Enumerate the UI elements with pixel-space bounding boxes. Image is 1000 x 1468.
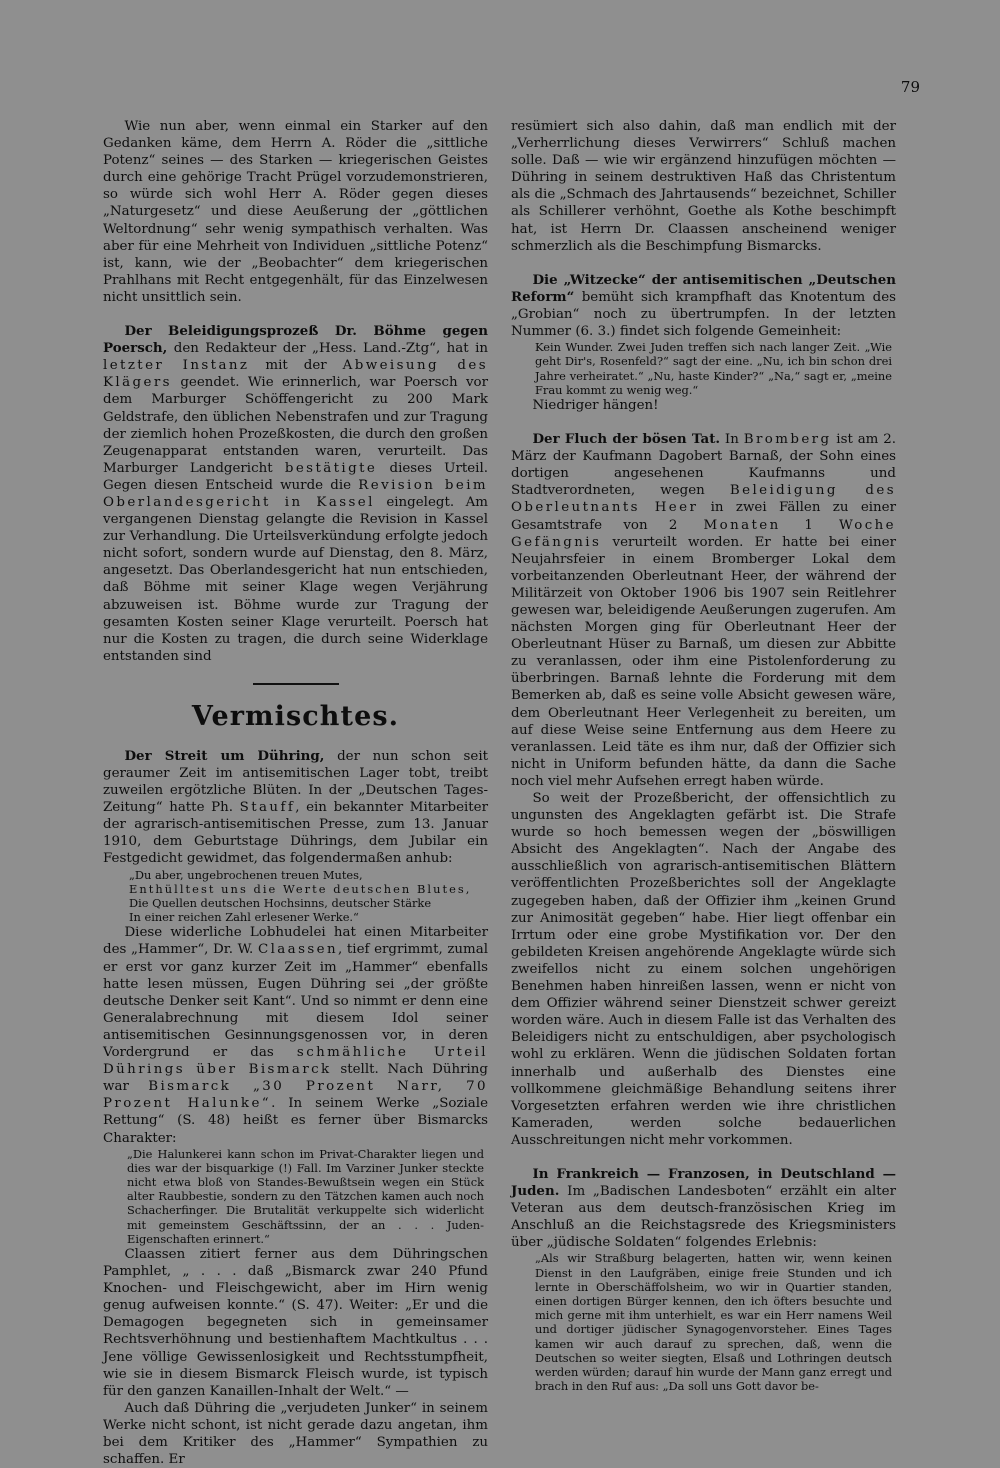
page-number: 79 bbox=[900, 78, 920, 96]
closing-remark: Niedriger hängen! bbox=[532, 397, 659, 413]
article-pamphlet-paragraph: Claassen zitiert ferner aus dem Dühringschen Pamphlet, „ . . . daß „Bismarck zwar 240 Pfund Knochen- und Fleischgewicht, aber im Hirn wenig genug aufweisen konnte.“ (S. 47). Weiter: „Er und die Demagogen begegneten sich in gemeinsamer Rechtsverhöhnung und bestienhaftem Machtkultus . . . Jene völlige Gewissenlosigkeit und Rechtsstumpfheit, wie sie in diesem Bismarck Fleisch wurde, ist typisch für den ganzen Kanaillen-Inhalt der Welt.“ — bbox=[103, 1247, 488, 1399]
section-title: Vermischtes. bbox=[191, 700, 400, 732]
poem-line: Enthülltest uns die Werte deutschen Blutes, bbox=[129, 881, 472, 896]
poem-line: „Du aber, ungebrochenen treuen Mutes, bbox=[129, 867, 363, 882]
right-column bbox=[511, 118, 896, 1393]
poem-line: Die Quellen deutschen Hochsinns, deutscher Stärke bbox=[129, 895, 432, 910]
block-quote: Kein Wunder. Zwei Juden treffen sich nach langer Zeit. „Wie geht Dir's, Rosenfeld?“ sagt der eine. „Nu, ich bin schon drei Jahre verheiratet.“ „Nu, haste Kinder?“ „Na,“ sagt er, „meine Frau kommt zu wenig weg.“ bbox=[535, 340, 892, 397]
block-quote: „Als wir Straßburg belagerten, hatten wir, wenn keinen Dienst in den Laufgräben, einige freie Stunden und ich lernte in Oberschäffolsheim, wo wir in Quartier standen, einen dortigen Bürger kennen, den ich öfters besuchte und mich gerne mit ihm unterhielt, es war ein Herr namens Weil und dortiger jüdischer Synagogenvorsteher. Eines Tages kamen wir auch darauf zu sprechen, daß, wenn die Deutschen so weiter siegten, Elsaß und Lothringen deutsch werden würden; darauf hin wurde der Mann ganz erregt und brach in den Ruf aus: „Da soll uns Gott davor be- bbox=[535, 1251, 892, 1394]
article-fluch-paragraph: Der Fluch der bösen Tat. In Bromberg ist am 2. März der Kaufmann Dagobert Barnaß, der Sohn eines dortigen angesehenen Kaufmanns und Stadtverordneten, wegen Beleidigung des Oberleutnants Heer in zwei Fällen zu einer Gesamtstrafe von 2 Monaten 1 Woche Gefängnis verurteilt worden. Er hatte bei einer Neujahrsfeier in einem Bromberger Lokal dem vorbeitanzenden Oberleutnant Heer, der während der Militärzeit von Oktober 1906 bis 1907 sein Reitlehrer gewesen war, beleidigende Aeußerungen zugerufen. Am nächsten Morgen ging für Oberleutnant Heer der Oberleutnant Hüser zu Barnaß, um diesen zur Abbitte zu veranlassen, oder ihm eine Pistolenforderung zu überbringen. Barnaß lehnte die Forderung mit dem Bemerken ab, daß es seine volle Absicht gewesen wäre, dem Oberleutnant Heer Verlegenheit zu bereiten, um auf diese Weise seine Entfernung aus dem Heere zu veranlassen. Leid täte es ihm nur, daß der Offizier sich nicht in Uniform befunden hätte, da dann die Sache noch viel mehr Aufsehen erregt haben würde. bbox=[511, 431, 897, 789]
article-prozessbericht-paragraph: So weit der Prozeßbericht, der offensichtlich zu ungunsten des Angeklagten gefärbt ist. Die Strafe wurde so hoch bemessen wegen der „böswilligen Absicht des Angeklagten“. Nach der Angabe des ausschließlich von agrarisch-antisemitischen Blättern veröffentlichten Prozeßberichtes soll der Angeklagte zugegeben haben, daß der Offizier ihm „keinen Grund zur Animosität gegeben“ habe. Hier liegt offenbar ein Irrtum oder eine grobe Mystifikation vor. Der den gebildeten Kreisen angehörende Angeklagte würde sich zweifellos nicht zu einem solchen ungehörigen Benehmen haben hinreißen lassen, wenn er nicht von dem Offizier während seiner Dienstzeit schwer gereizt worden wäre. Auch in diesem Falle ist das Verhalten des Beleidigers nicht zu entschuldigen, aber psychologisch wohl zu erklären. Wenn die jüdischen Soldaten fortan innerhalb und außerhalb des Dienstes eine vollkommene gleichmäßige Behandlung seitens ihrer Vorgesetzten erfahren werden wie ihre christlichen Kameraden, werden solche bedauerlichen Ausschreitungen nicht mehr vorkommen. bbox=[511, 791, 896, 1148]
article-duehring-paragraph: Der Streit um Dühring, der nun schon seit geraumer Zeit im antisemitischen Lager tobt, treibt zuweilen ergötzliche Blüten. In der „Deutschen Tages-Zeitung“ hatte Ph. Stauff, ein bekannter Mitarbeiter der agrarisch-antisemitischen Presse, zum 13. Januar 1910, dem Geburtstage Dührings, dem Jubilar ein Festgedicht gewidmet, das folgendermaßen anhub: bbox=[103, 747, 488, 867]
article-heading: In Frankreich — Franzosen, in Deutschland — Juden. bbox=[511, 1165, 896, 1200]
article-boehme-paragraph: Der Beleidigungsprozeß Dr. Böhme gegen Poersch, den Redakteur der „Hess. Land.-Ztg“, hat in letzter Instanz mit der Abweisung des Klägers geendet. Wie erinnerlich, war Poersch vor dem Marburger Schöffengericht zu 200 Mark Geldstrafe, den üblichen Nebenstrafen und zur Tragung der ziemlich hohen Prozeßkosten, die durch den großen Zeugenapparat entstanden waren, verurteilt. Das Marburger Landgericht bestätigte dieses Urteil. Gegen diesen Entscheid wurde die Revision beim Oberlandesgericht in Kassel eingelegt. Am vergangenen Dienstag gelangte die Revision in Kassel zur Verhandlung. Die Urteilsverkündung erfolgte jedoch nicht sofort, sondern wurde auf Dienstag, den 8. März, angesetzt. Das Oberlandesgericht hat nun entschieden, daß Böhme mit seiner Klage wegen Verjährung abzuweisen ist. Böhme wurde zur Tragung der gesamten Kosten seiner Klage verurteilt. Poersch hat nur die Kosten zu tragen, die durch seine Widerklage entstanden sind bbox=[103, 323, 488, 664]
article-heading: Der Streit um Dühring, bbox=[124, 747, 325, 764]
poem-line: In einer reichen Zahl erlesener Werke.“ bbox=[129, 910, 359, 925]
article-heading: Die „Witzecke“ der antisemitischen „Deutschen Reform“ bbox=[511, 271, 896, 305]
article-claassen-paragraph: Diese widerliche Lobhudelei hat einen Mitarbeiter des „Hammer“, Dr. W. Claassen, tief ergrimmt, zumal er erst vor ganz kurzer Zeit im „Hammer“ ebenfalls hatte lesen müssen, Eugen Dühring sei „der größte deutsche Denker seit Kant“. Und so nimmt er denn eine Generalabrechnung mit diesem Idol seiner antisemitischen Gesinnungsgenossen vor, in deren Vordergrund er das schmähliche Urteil Dührings über Bismarck stellt. Nach Dühring war Bismarck „30 Prozent Narr, 70 Prozent Halunke“. In seinem Werke „Soziale Rettung“ (S. 48) heißt es ferner über Bismarcks Charakter: bbox=[103, 925, 488, 1146]
block-quote: „Die Halunkerei kann schon im Privat-Charakter liegen und dies war der bisquarkige (!) Fall. Im Varziner Junker steckte nicht etwa bloß von Standes-Bewußtsein wegen ein Stück alter Raubbestie, sondern zu den Tätzchen kamen auch noch Schacherfinger. Die Brutalität verkuppelte sich widerlicht mit gemeinstem Geschäftssinn, der an . . . Juden-Eigenschaften erinnert.“ bbox=[127, 1146, 484, 1246]
article-junker-paragraph: Auch daß Dühring die „verjudeten Junker“ in seinem Werke nicht schont, ist nicht gerade dazu angetan, ihm bei dem Kritiker des „Hammer“ Sympathien zu schaffen. Er bbox=[103, 1400, 488, 1468]
article-frankreich-paragraph: In Frankreich — Franzosen, in Deutschland — Juden. Im „Badischen Landesboten“ erzählt ein alter Veteran aus dem deutsch-französischen Krieg im Anschluß an die Reichstagsrede des Kriegsministers über „jüdische Soldaten“ folgendes Erlebnis: bbox=[511, 1165, 896, 1251]
article-heading: Der Fluch der bösen Tat. bbox=[532, 431, 721, 448]
left-column bbox=[103, 118, 488, 1468]
article-continuation-paragraph: resümiert sich also dahin, daß man endlich mit der „Verherrlichung dieses Verwirrers“ Schluß machen solle. Daß — wie wir ergänzend hinzufügen möchten — Dühring in seinem destruktiven Haß das Christentum als die „Schmach des Jahrtausends“ bezeichnet, Schiller als Schillerer verhöhnt, Goethe als Kothe beschimpft hat, ist Herrn Dr. Claassen anscheinend weniger schmerzlich als die Beschimpfung Bismarcks. bbox=[511, 119, 896, 254]
article-heading: Der Beleidigungsprozeß Dr. Böhme gegen Poersch, bbox=[103, 323, 488, 357]
article-witzecke-paragraph: Die „Witzecke“ der antisemitischen „Deutschen Reform“ bemüht sich krampfhaft das Knotentum des „Grobian“ noch zu übertrumpfen. In der letzten Nummer (6. 3.) findet sich folgende Gemeinheit: bbox=[511, 271, 896, 340]
poem-quote bbox=[129, 868, 484, 925]
article-roeder-paragraph: Wie nun aber, wenn einmal ein Starker auf den Gedanken käme, dem Herrn A. Röder die „sittliche Potenz“ seines — des Starken — kriegerischen Geistes durch eine gehörige Tracht Prügel vorzudemonstrieren, so würde sich wohl Herr A. Röder gegen dieses „Naturgesetz“ und diese Aeußerung der „göttlichen Weltordnung“ sehr wenig sympathisch verhalten. Was aber für eine Mehrheit von Individuen „sittliche Potenz“ ist, kann, wie der „Beobachter“ dem kriegerischen Prahlhans mit Recht entgegenhält, für das Einzelwesen nicht unsittlich sein. bbox=[103, 119, 488, 305]
section-divider bbox=[253, 683, 339, 685]
